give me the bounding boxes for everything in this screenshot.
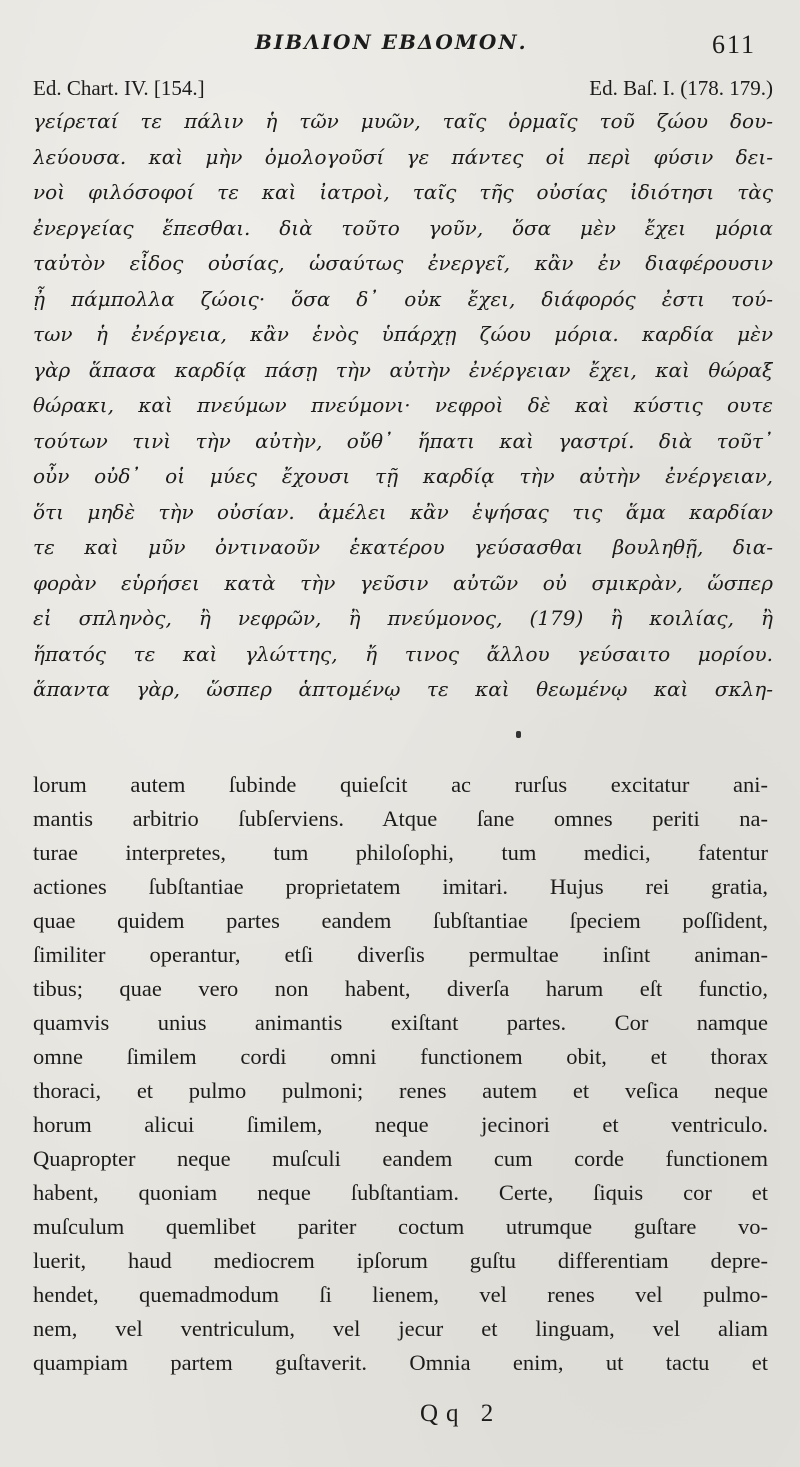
greek-text-line: ὅτι μηδὲ τὴν οὐσίαν. ἀμέλει κἂν ἑψήσας τις ἅμα καρδίαν bbox=[33, 499, 773, 524]
greek-text-line: ἅπαντα γὰρ, ὥσπερ ἁπτομένῳ τε καὶ θεωμένῳ καὶ σκλη- bbox=[33, 677, 773, 701]
latin-text-line: mantis arbitrio ſubſerviens. Atque ſane omnes periti na- bbox=[33, 806, 768, 831]
greek-text-line: γείρεταί τε πάλιν ἡ τῶν μυῶν, ταῖς ὁρμαῖς τοῦ ζώου δου- bbox=[33, 109, 773, 133]
latin-text-line: thoraci, et pulmo pulmoni; renes autem et veſica neque bbox=[33, 1078, 768, 1103]
greek-text-line: φορὰν εὑρήσει κατὰ τὴν γεῦσιν αὐτῶν οὐ σμικρὰν, ὥσπερ bbox=[33, 570, 773, 595]
greek-text-line: ᾖ πάμπολλα ζώοις· ὅσα δ᾽ οὐκ ἔχει, διάφορός ἐστι τού- bbox=[33, 286, 773, 311]
page-number: 611 bbox=[712, 30, 757, 59]
latin-text-line: hendet, quemadmodum ſi lienem, vel renes vel pulmo- bbox=[33, 1282, 768, 1307]
latin-text-block bbox=[33, 768, 768, 1380]
latin-text-line: quae quidem partes eandem ſubſtantiae ſpeciem poſſident, bbox=[33, 908, 768, 933]
signature-mark: Qq 2 bbox=[420, 1400, 502, 1427]
edition-reference-basel: Ed. Baſ. I. (178. 179.) bbox=[589, 76, 773, 100]
greek-text-line: οὖν οὐδ᾽ οἱ μύες ἔχουσι τῇ καρδίᾳ τὴν αὐτὴν ἐνέργειαν, bbox=[33, 464, 773, 488]
greek-text-line: τούτων τινὶ τὴν αὐτὴν, οὔθ᾽ ἥπατι καὶ γαστρί. διὰ τοῦτ᾽ bbox=[33, 428, 773, 453]
latin-text-line: luerit, haud mediocrem ipſorum guſtu differentiam depre- bbox=[33, 1248, 768, 1273]
greek-text-line: γὰρ ἅπασα καρδίᾳ πάσῃ τὴν αὐτὴν ἐνέργειαν ἔχει, καὶ θώραξ bbox=[33, 357, 773, 382]
greek-text-line: ταὐτὸν εἶδος οὐσίας, ὡσαύτως ἐνεργεῖ, κἂν ἐν διαφέρουσιν bbox=[33, 251, 773, 275]
greek-text-line: νοὶ φιλόσοφοί τε καὶ ἰατροὶ, ταῖς τῆς οὐσίας ἰδιότησι τὰς bbox=[33, 180, 773, 204]
greek-text-line: των ἡ ἐνέργεια, κἂν ἑνὸς ὑπάρχῃ ζώου μόρια. καρδία μὲν bbox=[33, 322, 773, 346]
greek-text-line: τε καὶ μῦν ὀντιναοῦν ἑκατέρου γεύσασθαι βουληθῇ, δια- bbox=[33, 535, 773, 559]
edition-reference-line bbox=[33, 76, 773, 106]
greek-text-line: θώρακι, καὶ πνεύμων πνεύμονι· νεφροὶ δὲ καὶ κύστις ουτε bbox=[33, 393, 773, 417]
latin-text-line: ſimiliter operantur, etſi diverſis permultae inſint animan- bbox=[33, 942, 768, 967]
latin-text-line: turae interpretes, tum philoſophi, tum medici, fatentur bbox=[33, 840, 768, 865]
latin-text-line: tibus; quae vero non habent, diverſa harum eſt functio, bbox=[33, 976, 768, 1001]
greek-text-line: ἥπατός τε καὶ γλώττης, ἤ τινος ἄλλου γεύσαιτο μορίου. bbox=[33, 641, 773, 666]
latin-text-line: actiones ſubſtantiae proprietatem imitari. Hujus rei gratia, bbox=[33, 874, 768, 899]
latin-text-line: habent, quoniam neque ſubſtantiam. Certe, ſiquis cor et bbox=[33, 1180, 768, 1205]
latin-text-line: muſculum quemlibet pariter coctum utrumque guſtare vo- bbox=[33, 1214, 768, 1239]
greek-text-line: ἐνεργείας ἕπεσθαι. διὰ τοῦτο γοῦν, ὅσα μὲν ἔχει μόρια bbox=[33, 215, 773, 240]
edition-reference-chart: Ed. Chart. IV. [154.] bbox=[33, 76, 205, 100]
running-head bbox=[0, 28, 800, 62]
latin-text-line: quampiam partem guſtaverit. Omnia enim, ut tactu et bbox=[33, 1350, 768, 1375]
greek-text-line: λεύουσα. καὶ μὴν ὁμολογοῦσί γε πάντες οἱ περὶ φύσιν δει- bbox=[33, 144, 773, 169]
greek-text-block bbox=[33, 104, 773, 708]
book-title: ΒΙΒΛΙΟΝ ΕΒΔΟΜΟΝ. bbox=[255, 30, 528, 54]
latin-text-line: omne ſimilem cordi omni functionem obit, et thorax bbox=[33, 1044, 768, 1069]
latin-text-line: nem, vel ventriculum, vel jecur et linguam, vel aliam bbox=[33, 1316, 768, 1341]
ink-speck bbox=[516, 731, 521, 738]
latin-text-line: Quapropter neque muſculi eandem cum corde functionem bbox=[33, 1146, 768, 1171]
greek-text-line: εἰ σπληνὸς, ἢ νεφρῶν, ἢ πνεύμονος, (179) ἢ κοιλίας, ἢ bbox=[33, 606, 773, 630]
latin-text-line: horum alicui ſimilem, neque jecinori et ventriculo. bbox=[33, 1112, 768, 1137]
latin-text-line: quamvis unius animantis exiſtant partes. Cor namque bbox=[33, 1010, 768, 1035]
latin-text-line: lorum autem ſubinde quieſcit ac rurſus excitatur ani- bbox=[33, 772, 768, 797]
